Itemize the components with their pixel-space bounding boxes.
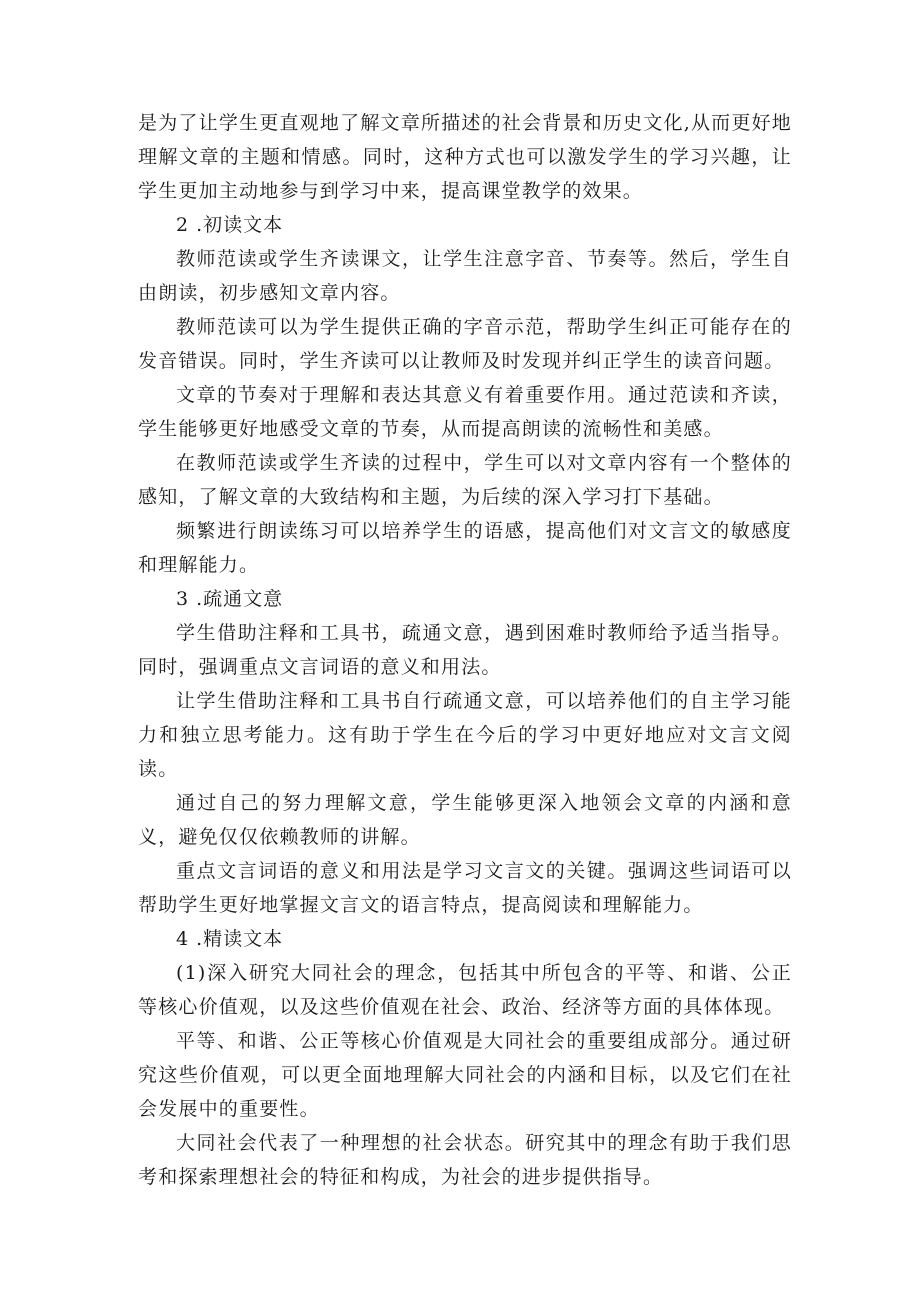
paragraph: 文章的节奏对于理解和表达其意义有着重要作用。通过范读和齐读，学生能够更好地感受文章的节奏，从而提高朗读的流畅性和美感。 [138, 384, 792, 440]
paragraph: 大同社会代表了一种理想的社会状态。研究其中的理念有助于我们思考和探索理想社会的特征和构成，为社会的进步提供指导。 [138, 1132, 792, 1188]
paragraph: 教师范读或学生齐读课文，让学生注意字音、节奏等。然后，学生自由朗读，初步感知文章内容。 [138, 248, 792, 304]
paragraph: 通过自己的努力理解文意，学生能够更深入地领会文章的内涵和意义，避免仅仅依赖教师的讲解。 [138, 792, 792, 848]
section-heading-clarify-meaning: 3 .疏通文意 [176, 588, 284, 610]
paragraph: 重点文言词语的意义和用法是学习文言文的关键。强调这些词语可以帮助学生更好地掌握文言文的语言特点，提高阅读和理解能力。 [138, 860, 792, 916]
section-heading-close-reading: 4 .精读文本 [176, 928, 284, 950]
paragraph: (1)深入研究大同社会的理念，包括其中所包含的平等、和谐、公正等核心价值观，以及这些价值观在社会、政治、经济等方面的具体体现。 [138, 962, 792, 1018]
paragraph: 教师范读可以为学生提供正确的字音示范，帮助学生纠正可能存在的发音错误。同时，学生齐读可以让教师及时发现并纠正学生的读音问题。 [138, 316, 792, 372]
document-page [138, 106, 792, 1194]
paragraph: 频繁进行朗读练习可以培养学生的语感，提高他们对文言文的敏感度和理解能力。 [138, 520, 792, 576]
paragraph: 让学生借助注释和工具书自行疏通文意，可以培养他们的自主学习能力和独立思考能力。这有助于学生在今后的学习中更好地应对文言文阅读。 [138, 690, 792, 780]
paragraph: 学生借助注释和工具书，疏通文意，遇到困难时教师给予适当指导。同时，强调重点文言词语的意义和用法。 [138, 622, 792, 678]
paragraph-continuation: 是为了让学生更直观地了解文章所描述的社会背景和历史文化,从而更好地理解文章的主题和情感。同时，这种方式也可以激发学生的学习兴趣，让学生更加主动地参与到学习中来，提高课堂教学的效果。 [138, 112, 792, 202]
paragraph: 在教师范读或学生齐读的过程中，学生可以对文章内容有一个整体的感知，了解文章的大致结构和主题，为后续的深入学习打下基础。 [138, 452, 792, 508]
paragraph: 平等、和谐、公正等核心价值观是大同社会的重要组成部分。通过研究这些价值观，可以更全面地理解大同社会的内涵和目标，以及它们在社会发展中的重要性。 [138, 1030, 792, 1120]
section-heading-first-reading: 2 .初读文本 [176, 214, 284, 236]
